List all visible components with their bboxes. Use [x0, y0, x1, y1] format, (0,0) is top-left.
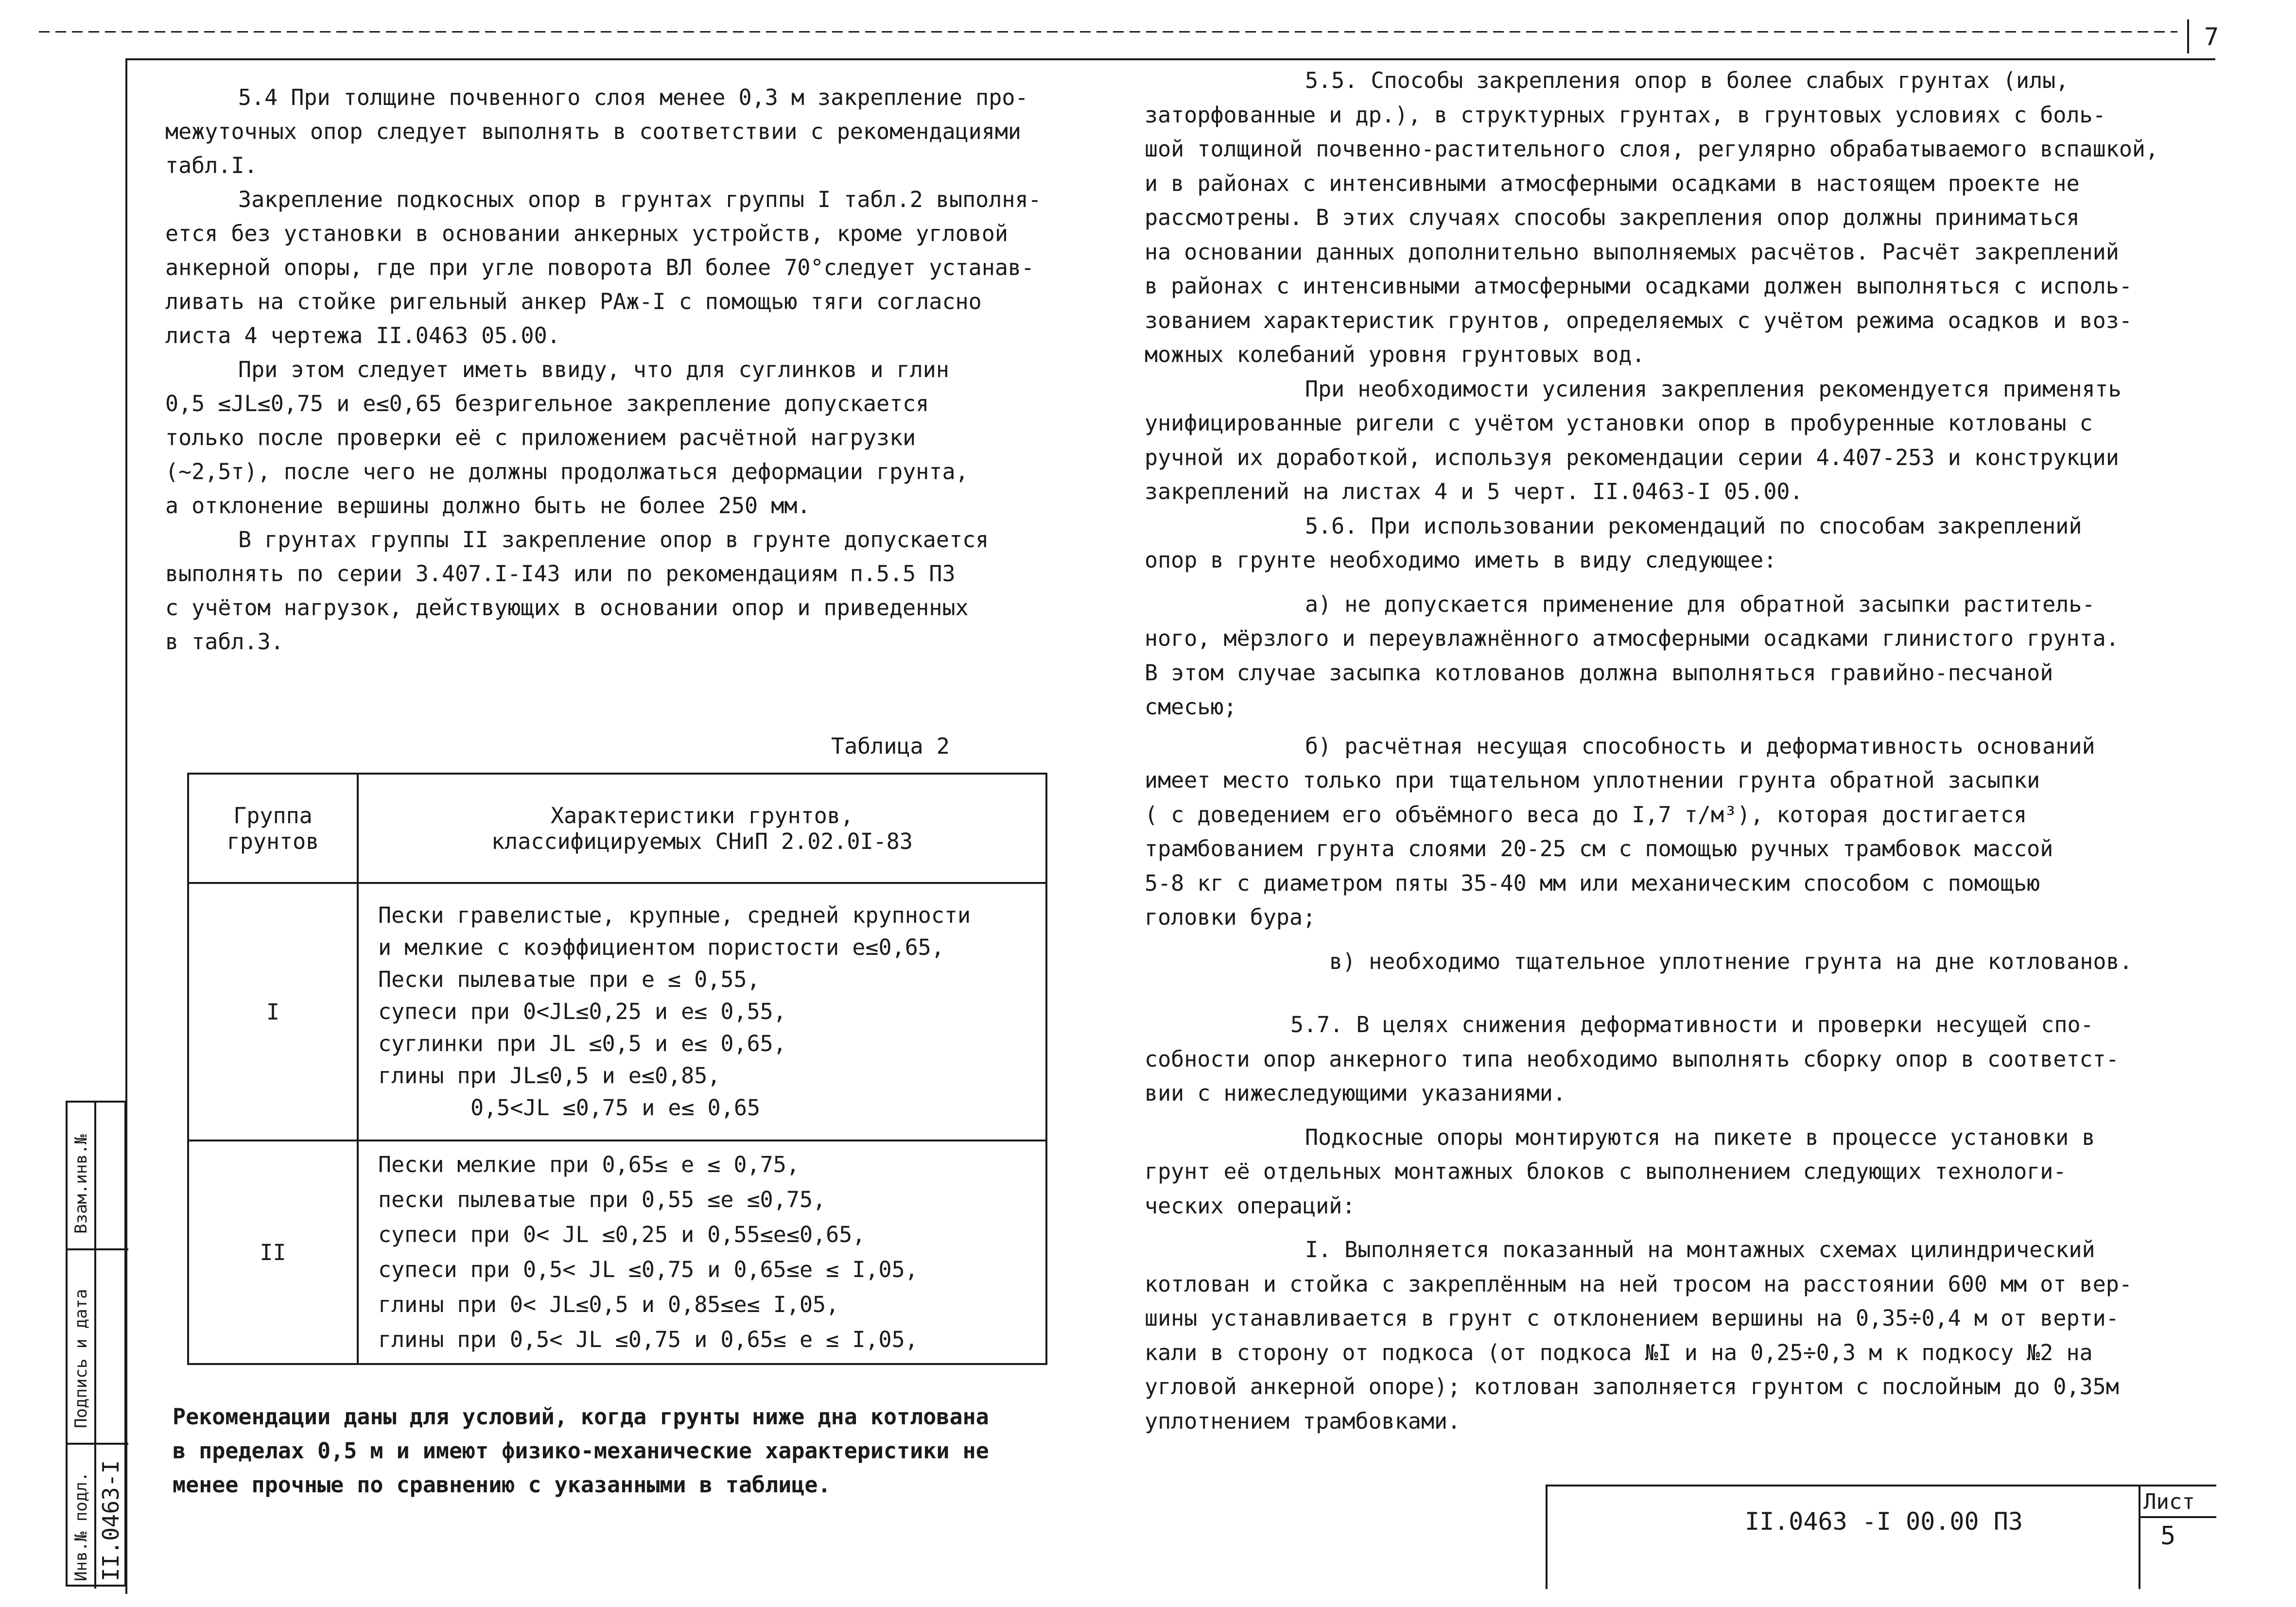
- table-row-chars-1: Пески гравелистые, крупные, средней крупности и мелкие с коэффициентом пористости e≤0,65, Пески пылеватые при e ≤ 0,55, супеси при 0<JL≤0,25 и e≤ 0,55, суглинки при JL ≤0,5 и e≤ 0,65, глины при JL≤0,5 и e≤0,85, 0,5<JL ≤0,75 и e≤ 0,65: [358, 883, 1046, 1140]
- document-code: II.0463 -I 00.00 ПЗ: [1745, 1507, 2023, 1536]
- side-stamp-sep-2: [68, 1443, 128, 1445]
- right-column-line: собности опор анкерного типа необходимо выполнять сборку опор в соответст-: [1145, 1046, 2119, 1072]
- right-column-line: в районах с интенсивными атмосферными осадками должен выполняться с исполь-: [1145, 273, 2132, 299]
- right-column-line: можных колебаний уровня грунтовых вод.: [1145, 342, 1645, 367]
- right-column-line: рассмотрены. В этих случаях способы закрепления опор должны приниматься: [1145, 205, 2080, 230]
- right-column-line: зованием характеристик грунтов, определяемых с учётом режима осадков и воз-: [1145, 307, 2132, 333]
- right-column-line: заторфованные и др.), в структурных грунтах, в грунтовых условиях с боль-: [1145, 102, 2106, 128]
- right-column-line: уплотнением трамбовками.: [1145, 1408, 1461, 1434]
- left-column-line: листа 4 чертежа II.0463 05.00.: [165, 323, 560, 348]
- side-stamp-sep-1: [68, 1248, 128, 1250]
- right-column-line: опор в грунте необходимо иметь в виду следующее:: [1145, 547, 1777, 573]
- stamp-replace-label: Взам.инв.№: [71, 1134, 91, 1234]
- right-column-line: в) необходимо тщательное уплотнение грунта на дне котлованов.: [1329, 948, 2133, 974]
- right-column-line: имеет место только при тщательном уплотнении грунта обратной засыпки: [1145, 767, 2040, 793]
- left-column-line: в табл.3.: [165, 629, 284, 655]
- right-column-line: угловой анкерной опоре); котлован заполняется грунтом с послойным до 0,35м: [1145, 1374, 2119, 1400]
- right-column-line: Подкосные опоры монтируются на пикете в процессе установки в: [1305, 1124, 2095, 1150]
- right-column-line: шины устанавливается в грунт с отклонением вершины на 0,35÷0,4 м от верти-: [1145, 1305, 2119, 1331]
- stamp-sign-label: Подпись и дата: [71, 1289, 91, 1428]
- left-column-line: межуточных опор следует выполнять в соответствии с рекомендациями: [165, 119, 1021, 144]
- right-column-line: 5.6. При использовании рекомендаций по способам закреплений: [1305, 513, 2082, 539]
- table-note-line: в пределах 0,5 м и имеют физико-механические характеристики не: [173, 1438, 989, 1464]
- right-column-line: головки бура;: [1145, 904, 1316, 930]
- title-block-top: [1546, 1485, 2216, 1486]
- right-column-line: ного, мёрзлого и переувлажнённого атмосферными осадками глинистого грунта.: [1145, 625, 2119, 651]
- table-row-group-1: I: [188, 883, 358, 1140]
- title-block-sheet-divider: [2139, 1485, 2140, 1589]
- sheet-number: 5: [2160, 1521, 2176, 1551]
- right-column-line: 5-8 кг с диаметром пяты 35-40 мм или механическим способом с помощью: [1145, 870, 2040, 896]
- right-column-line: шой толщиной почвенно-растительного слоя, регулярно обрабатываемого вспашкой,: [1145, 136, 2159, 162]
- table-header-characteristics: Характеристики грунтов, классифицируемых СНиП 2.02.0I-83: [358, 774, 1046, 883]
- table-caption: Таблица 2: [831, 733, 950, 759]
- right-column-line: В этом случае засыпка котлованов должна выполняться гравийно-песчаной: [1145, 659, 2053, 686]
- right-column-line: трамбованием грунта слоями 20-25 см с помощью ручных трамбовок массой: [1145, 836, 2053, 862]
- right-column-line: б) расчётная несущая способность и деформативность оснований: [1305, 733, 2095, 759]
- right-column-line: котлован и стойка с закреплённым на ней тросом на расстоянии 600 мм от вер-: [1145, 1271, 2132, 1297]
- sheet-label: Лист: [2143, 1489, 2195, 1514]
- left-column-line: ливать на стойке ригельный анкер РАж-I с помощью тяги согласно: [165, 289, 982, 314]
- left-column-line: При этом следует иметь ввиду, что для суглинков и глин: [238, 357, 949, 382]
- left-column-line: Закрепление подкосных опор в грунтах группы I табл.2 выполня-: [238, 187, 1042, 212]
- left-column-line: 0,5 ≤JL≤0,75 и e≤0,65 безригельное закрепление допускается: [165, 391, 929, 416]
- left-column-line: анкерной опоры, где при угле поворота ВЛ более 70°следует устанав-: [165, 255, 1035, 280]
- left-column-line: только после проверки её с приложением расчётной нагрузки: [165, 425, 916, 450]
- title-block-left: [1546, 1485, 1548, 1589]
- stamp-inv-value: II.0463-I: [98, 1460, 124, 1581]
- side-stamp-divider: [94, 1103, 96, 1589]
- table-row-group-2: II: [188, 1140, 358, 1364]
- left-column-line: табл.I.: [165, 153, 258, 178]
- left-column-line: а отклонение вершины должно быть не более 250 мм.: [165, 493, 811, 518]
- left-column-line: (~2,5т), после чего не должны продолжаться деформации грунта,: [165, 459, 969, 484]
- soil-groups-table: [187, 773, 1047, 1365]
- right-column-line: а) не допускается применение для обратной засыпки раститель-: [1305, 591, 2095, 617]
- right-column-line: ( с доведением его объёмного веса до I,7 т/м³), которая достигается: [1145, 801, 2027, 828]
- right-column-line: кали в сторону от подкоса (от подкоса №I и на 0,25÷0,3 м к подкосу №2 на: [1145, 1339, 2093, 1365]
- left-column-line: В грунтах группы II закрепление опор в грунте допускается: [238, 527, 989, 553]
- table-row-chars-2: Пески мелкие при 0,65≤ e ≤ 0,75, пески пылеватые при 0,55 ≤e ≤0,75, супеси при 0< JL ≤0,25 и 0,55≤e≤0,65, супеси при 0,5< JL ≤0,75 и 0,65≤e ≤ I,05, глины при 0< JL≤0,5 и 0,85≤e≤ I,05, глины при 0,5< JL ≤0,75 и 0,65≤ e ≤ I,05,: [358, 1140, 1046, 1364]
- left-column-line: выполнять по серии 3.407.I-I43 или по рекомендациям п.5.5 ПЗ: [165, 561, 956, 587]
- right-column-line: ческих операций:: [1145, 1192, 1356, 1219]
- right-corner-tick: [2187, 19, 2189, 53]
- right-column-line: 5.5. Способы закрепления опор в более слабых грунтах (илы,: [1305, 68, 2069, 93]
- right-column-line: и в районах с интенсивными атмосферными осадками в настоящем проекте не: [1145, 170, 2080, 196]
- right-column-line: При необходимости усиления закрепления рекомендуется применять: [1305, 376, 2122, 402]
- right-column-line: смесью;: [1145, 694, 1237, 720]
- right-column-line: грунт её отдельных монтажных блоков с выполнением следующих технологи-: [1145, 1158, 2067, 1184]
- right-column-line: I. Выполняется показанный на монтажных схемах цилиндрический: [1305, 1237, 2095, 1262]
- top-border-line: [39, 31, 2177, 33]
- right-column-line: ручной их доработкой, используя рекомендации серии 4.407-253 и конструкции: [1145, 444, 2119, 470]
- left-column-line: ется без установки в основании анкерных устройств, кроме угловой: [165, 221, 1008, 246]
- sheet-corner-number: 7: [2204, 23, 2219, 51]
- right-column-line: 5.7. В целях снижения деформативности и проверки несущей спо-: [1290, 1012, 2094, 1037]
- right-column-line: закреплений на листах 4 и 5 черт. II.0463-I 05.00.: [1145, 479, 1803, 504]
- left-column-line: с учётом нагрузок, действующих в основании опор и приведенных: [165, 595, 969, 621]
- right-column-line: унифицированные ригели с учётом установки опор в пробуренные котлованы с: [1145, 410, 2093, 436]
- side-stamp: [66, 1101, 126, 1587]
- frame-top: [125, 58, 2215, 60]
- table-note-line: Рекомендации даны для условий, когда грунты ниже дна котлована: [173, 1404, 989, 1430]
- table-note-line: менее прочные по сравнению с указанными в таблице.: [173, 1472, 831, 1498]
- right-column-line: на основании данных дополнительно выполняемых расчётов. Расчёт закреплений: [1145, 239, 2119, 265]
- right-column-line: вии с нижеследующими указаниями.: [1145, 1080, 1566, 1106]
- stamp-inv-label: Инв.№ подл.: [71, 1471, 91, 1581]
- left-column-line: 5.4 При толщине почвенного слоя менее 0,3 м закрепление про-: [238, 85, 1028, 110]
- table-header-group: Группа грунтов: [188, 774, 358, 883]
